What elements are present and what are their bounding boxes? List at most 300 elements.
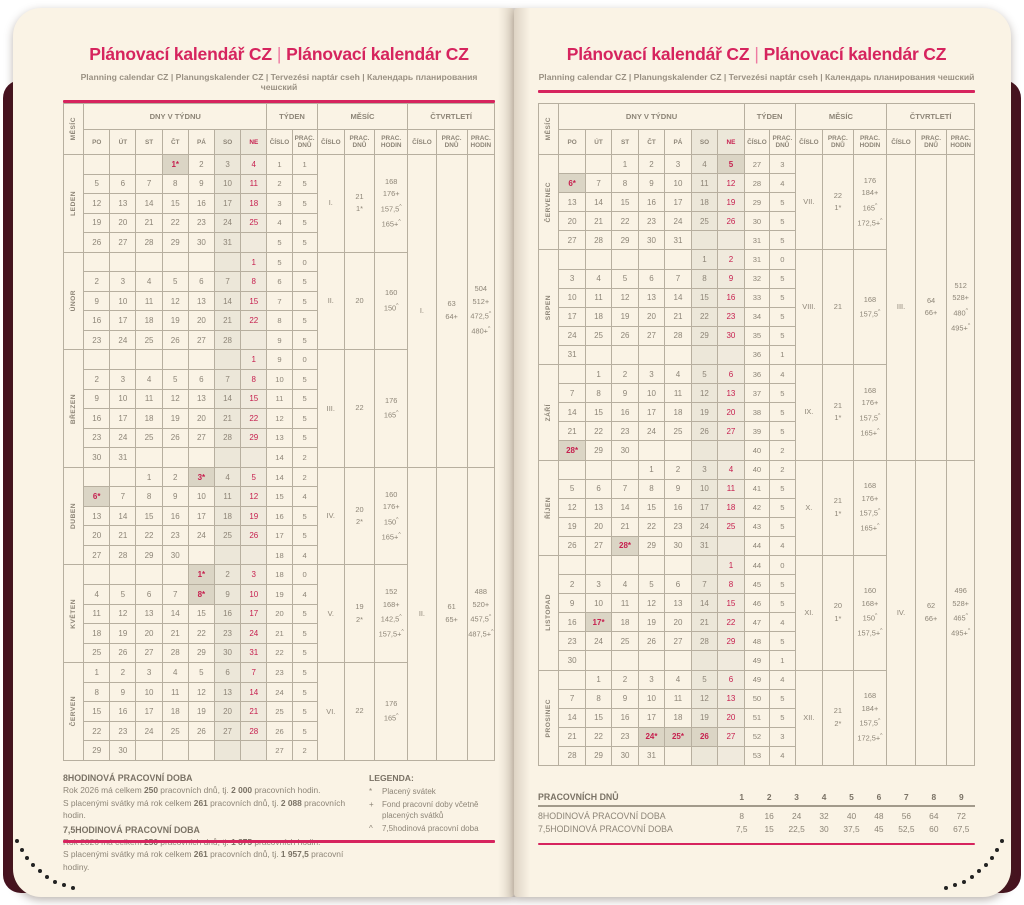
day-header-pá: PÁ [188,130,214,155]
day-cell: 28 [162,643,188,663]
day-cell: 25 [718,517,745,536]
week-workdays-cell: 5 [292,624,317,644]
day-cell: 6 [665,575,691,594]
week-workdays-cell: 5 [770,269,795,288]
empty-day-cell [559,365,585,384]
day-cell: 15 [638,498,664,517]
workdays-value: 16 [764,810,774,821]
workdays-value: 30 [819,823,829,834]
day-cell: 7 [559,384,585,403]
day-cell: 11 [136,291,162,311]
header-days-row [64,130,495,155]
empty-day-cell [110,155,136,175]
day-cell: 25 [665,422,691,441]
month-workhours-cell: 160 168+ 150^ 157,5+^ [853,555,887,670]
workdays-value: 56 [901,810,912,821]
header-quarter-number: ČÍSLO [887,130,916,155]
week-number-cell: 50 [744,689,769,708]
week-number-cell: 3 [267,194,292,214]
day-cell: 20 [214,702,240,722]
page-right [514,8,1011,897]
quarter-workhours-cell: 512 528+ 480^ 495+^ [947,155,975,461]
week-workdays-cell: 4 [770,670,795,689]
workdays-value: 8 [739,810,745,821]
day-cell: 4 [136,272,162,292]
workdays-value: 45 [874,823,884,834]
day-cell: 10 [691,479,717,498]
day-cell: 25 [84,643,110,663]
day-cell: 18 [136,311,162,331]
header-quarter-workdays: PRAC. DNŮ [915,130,947,155]
day-cell: 3 [665,155,691,174]
day-cell: 30 [638,231,664,250]
day-cell: 19 [188,702,214,722]
workdays-value: 72 [956,810,966,821]
day-cell: 22 [718,613,745,632]
day-cell: 8 [136,487,162,507]
day-cell: 14 [612,498,638,517]
day-cell: 28 [214,428,240,448]
day-cell: 12 [612,288,638,307]
week-workdays-cell: 5 [292,428,317,448]
empty-day-cell [162,741,188,761]
day-cell: 28 [665,326,691,345]
header-week-workdays: PRAC. DNŮ [770,130,795,155]
header-month-col: MĚSÍC [64,104,84,155]
empty-day-cell [718,746,745,765]
day-cell: 1 [638,460,664,479]
day-cell: 3 [638,670,664,689]
week-number-cell: 14 [267,467,292,487]
workdays-value: 64 [929,810,939,821]
week-number-cell: 7 [267,291,292,311]
week-workdays-cell: 1 [292,155,317,175]
day-cell: 9 [110,682,136,702]
week-row [539,460,975,479]
day-cell: 7 [162,585,188,605]
perforation-dot [31,863,35,867]
empty-day-cell [665,345,691,364]
empty-day-cell [691,441,717,460]
page-left [13,8,514,897]
day-cell: 5 [188,663,214,683]
day-cell: 7 [585,174,611,193]
day-cell: 12 [162,291,188,311]
workdays-col-header: 2 [766,792,772,802]
week-workdays-cell: 5 [292,233,317,253]
day-cell: 6 [638,269,664,288]
month-number-cell: II. [317,252,344,350]
day-cell: 20 [665,613,691,632]
day-cell: 8 [162,174,188,194]
empty-day-cell [136,252,162,272]
week-workdays-cell: 5 [770,193,795,212]
week-number-cell: 31 [744,231,769,250]
day-cell: 30 [665,536,691,555]
day-cell: 15 [612,193,638,212]
week-workdays-cell: 5 [770,689,795,708]
title-separator: | [754,44,759,64]
day-cell: 9 [84,291,110,311]
workdays-col-header: 3 [794,792,799,802]
empty-day-cell [691,555,717,574]
week-workdays-cell: 1 [770,651,795,670]
week-row [64,467,495,487]
empty-day-cell [188,252,214,272]
week-number-cell: 9 [267,330,292,350]
month-workhours-cell: 168 176+ 157,5^ 165+^ [853,365,887,460]
work-time-line: Rok 2026 má celkem 250 pracovních dnů, tj. 2 000 pracovních hodin. [63,785,321,795]
day-cell: 24 [559,326,585,345]
day-cell: 2 [162,467,188,487]
week-number-cell: 18 [267,565,292,585]
day-cell: 5 [84,174,110,194]
month-workdays-cell: 21 [823,250,854,365]
day-cell: 30 [612,746,638,765]
workdays-header-row [538,792,975,802]
day-cell: 31 [638,746,664,765]
day-cell: 12 [110,604,136,624]
quarter-number-cell: III. [887,155,916,461]
day-cell: 9 [638,174,664,193]
day-cell: 28 [241,721,267,741]
month-workhours-cell: 168 176+ 157,5^ 165+^ [853,460,887,555]
day-cell: 19 [638,613,664,632]
week-number-cell: 11 [267,389,292,409]
week-number-cell: 40 [744,460,769,479]
day-cell: 13 [136,604,162,624]
header-month-group: MĚSÍC [795,104,887,130]
day-cell: 23 [638,212,664,231]
week-number-cell: 5 [267,233,292,253]
day-cell: 21 [559,727,585,746]
day-cell: 10 [110,389,136,409]
week-workdays-cell: 5 [770,288,795,307]
day-cell: 29 [585,746,611,765]
day-cell: 28 [110,545,136,565]
day-cell: 5 [612,269,638,288]
day-cell: 20 [136,624,162,644]
month-workdays-cell: 22 1* [823,155,854,250]
month-workdays-cell: 19 2* [344,565,374,663]
day-cell: 26 [241,526,267,546]
empty-day-cell [585,345,611,364]
week-workdays-cell: 5 [292,506,317,526]
empty-day-cell [162,565,188,585]
workdays-data-row [538,824,975,834]
day-cell: 23 [612,727,638,746]
day-cell: 9 [612,384,638,403]
day-cell: 21 [585,212,611,231]
day-cell: 2 [84,370,110,390]
empty-day-cell [691,651,717,670]
day-cell: 2 [214,565,240,585]
day-cell: 17 [559,307,585,326]
day-cell: 25 [585,326,611,345]
day-cell: 26 [84,233,110,253]
day-cell: 15 [718,594,745,613]
day-cell: 11 [162,682,188,702]
day-cell: 24 [638,422,664,441]
work-time-text [63,770,361,873]
title-main: Plánovací kalendář CZ [89,44,272,64]
quarter-workhours-cell: 496 528+ 465^ 495+^ [947,460,975,766]
day-cell: 28 [559,746,585,765]
week-workdays-cell: 5 [292,272,317,292]
workdays-value: 40 [846,810,857,821]
day-cell: 21 [665,307,691,326]
week-number-cell: 49 [744,670,769,689]
empty-day-cell [691,345,717,364]
day-cell: 29 [136,545,162,565]
footer-rule-right [538,843,975,846]
empty-day-cell [665,250,691,269]
day-cell: 31 [241,643,267,663]
day-cell: 22 [241,311,267,331]
day-cell: 3* [188,467,214,487]
day-cell: 15 [691,288,717,307]
empty-day-cell [110,467,136,487]
day-cell: 16 [188,194,214,214]
day-cell: 1* [188,565,214,585]
empty-day-cell [162,252,188,272]
day-cell: 29 [241,428,267,448]
day-cell: 9 [718,269,745,288]
month-label-září: ZÁŘÍ [539,365,559,460]
day-cell: 1 [612,155,638,174]
month-workdays-cell: 20 1* [823,555,854,670]
day-cell: 12 [162,389,188,409]
header-days-group: DNY V TÝDNU [559,104,744,130]
quarter-workdays-cell: 61 65+ [436,467,467,760]
workdays-value: 60 [929,823,939,834]
empty-day-cell [585,651,611,670]
day-cell: 5 [162,370,188,390]
header-groups-row [64,104,495,130]
day-cell: 5 [638,575,664,594]
day-cell: 10 [214,174,240,194]
empty-day-cell [84,350,110,370]
week-workdays-cell: 3 [770,727,795,746]
day-cell: 7 [241,663,267,683]
day-cell: 14 [665,288,691,307]
day-cell: 31 [691,536,717,555]
empty-day-cell [638,345,664,364]
day-cell: 9 [188,174,214,194]
day-cell: 11 [612,594,638,613]
month-number-cell: XII. [795,670,822,765]
day-cell: 15 [136,506,162,526]
header-month-number: ČÍSLO [317,130,344,155]
day-cell: 19 [162,311,188,331]
day-cell: 13 [188,291,214,311]
month-label-březen: BŘEZEN [64,350,84,467]
day-cell: 17* [585,613,611,632]
day-cell: 13 [718,689,745,708]
day-cell: 22 [136,526,162,546]
week-workdays-cell: 0 [292,350,317,370]
month-workhours-cell: 176 165^ [375,663,408,761]
day-cell: 29 [638,536,664,555]
day-cell: 16 [612,403,638,422]
day-cell: 2 [84,272,110,292]
header-days-group: DNY V TÝDNU [84,104,267,130]
day-cell: 15 [241,389,267,409]
day-cell: 18 [585,307,611,326]
empty-day-cell [612,555,638,574]
quarter-number-cell: II. [408,467,436,760]
week-number-cell: 18 [267,545,292,565]
week-number-cell: 48 [744,632,769,651]
day-cell: 1 [585,365,611,384]
day-cell: 20 [110,213,136,233]
day-cell: 30 [188,233,214,253]
title-separator: | [276,44,282,64]
month-label-prosinec: PROSINEC [539,670,559,765]
legend-symbol: * [369,786,373,796]
day-cell: 25 [162,721,188,741]
day-cell: 14 [559,708,585,727]
empty-day-cell [665,441,691,460]
day-header-čt: ČT [638,130,664,155]
day-cell: 21 [214,311,240,331]
empty-day-cell [188,448,214,468]
day-cell: 27 [585,536,611,555]
day-cell: 7 [612,479,638,498]
header-month-workhours: PRAC. HODIN [375,130,408,155]
day-cell: 19 [718,193,745,212]
day-cell: 23 [214,624,240,644]
week-workdays-cell: 5 [292,194,317,214]
day-cell: 16 [638,193,664,212]
day-cell: 20 [188,311,214,331]
day-cell: 10 [110,291,136,311]
day-cell: 13 [718,384,745,403]
week-workdays-cell: 4 [292,545,317,565]
week-workdays-cell: 0 [292,252,317,272]
empty-day-cell [718,536,745,555]
day-cell: 8 [638,479,664,498]
day-cell: 16 [665,498,691,517]
week-number-cell: 36 [744,345,769,364]
empty-day-cell [214,350,240,370]
header-month-col: MĚSÍC [539,104,559,155]
week-number-cell: 28 [744,174,769,193]
week-number-cell: 52 [744,727,769,746]
day-cell: 2 [718,250,745,269]
week-workdays-cell: 5 [770,326,795,345]
empty-day-cell [241,741,267,761]
day-header-pá: PÁ [665,130,691,155]
empty-day-cell [612,460,638,479]
empty-day-cell [718,651,745,670]
day-cell: 15 [162,194,188,214]
empty-day-cell [638,441,664,460]
month-number-cell: I. [317,155,344,253]
month-number-cell: IV. [317,467,344,565]
workdays-data-row [538,811,975,821]
month-number-cell: X. [795,460,822,555]
day-header-ne: NE [718,130,745,155]
day-cell: 26 [691,727,717,746]
day-cell: 20 [188,409,214,429]
quarter-workdays-cell: 64 66+ [915,155,947,461]
legend-symbol: + [369,799,374,809]
day-cell: 3 [214,155,240,175]
day-cell: 6 [718,670,745,689]
week-number-cell: 21 [267,624,292,644]
day-cell: 26 [162,428,188,448]
day-cell: 25* [665,727,691,746]
legend-text: Fond pracovní doby včetně placených svátků [382,799,479,820]
page-title [63,44,495,65]
day-cell: 6* [559,174,585,193]
day-cell: 18 [665,708,691,727]
empty-day-cell [585,155,611,174]
month-workhours-cell: 152 168+ 142,5^ 157,5+^ [375,565,408,663]
workdays-value: 24 [791,810,802,821]
week-workdays-cell: 4 [770,174,795,193]
day-cell: 6 [188,370,214,390]
day-cell: 17 [638,708,664,727]
month-number-cell: III. [317,350,344,467]
day-cell: 10 [585,594,611,613]
empty-day-cell [84,565,110,585]
day-cell: 6 [188,272,214,292]
day-cell: 9 [84,389,110,409]
day-cell: 24 [136,721,162,741]
workdays-value: 22,5 [788,823,805,834]
month-workhours-cell: 160 176+ 150^ 165+^ [375,467,408,565]
week-number-cell: 49 [744,651,769,670]
day-cell: 11 [84,604,110,624]
day-cell: 8 [718,575,745,594]
day-cell: 2 [188,155,214,175]
week-number-cell: 38 [744,403,769,422]
month-number-cell: V. [317,565,344,663]
legend-text: 7,5hodinová pracovní doba [382,824,479,833]
day-cell: 21 [691,613,717,632]
empty-day-cell [188,741,214,761]
day-cell: 16 [162,506,188,526]
empty-day-cell [718,345,745,364]
day-cell: 21 [136,213,162,233]
empty-day-cell [665,746,691,765]
day-cell: 12 [188,682,214,702]
legend-item [369,823,495,835]
day-cell: 15 [585,403,611,422]
day-cell: 16 [84,311,110,331]
day-cell: 14 [585,193,611,212]
day-cell: 29 [612,231,638,250]
day-cell: 17 [241,604,267,624]
week-workdays-cell: 5 [292,213,317,233]
day-cell: 25 [136,428,162,448]
quarter-number-cell: I. [408,155,436,468]
day-cell: 20 [638,307,664,326]
empty-day-cell [718,231,745,250]
workdays-value: 37,5 [843,823,860,834]
week-workdays-cell: 5 [292,663,317,683]
perforation-dot [970,875,974,879]
perforation-dot [1000,839,1004,843]
day-cell: 28 [691,632,717,651]
day-cell: 8 [241,370,267,390]
empty-day-cell [665,555,691,574]
empty-day-cell [162,350,188,370]
legend-symbol: ^ [369,824,373,833]
day-cell: 19 [84,213,110,233]
